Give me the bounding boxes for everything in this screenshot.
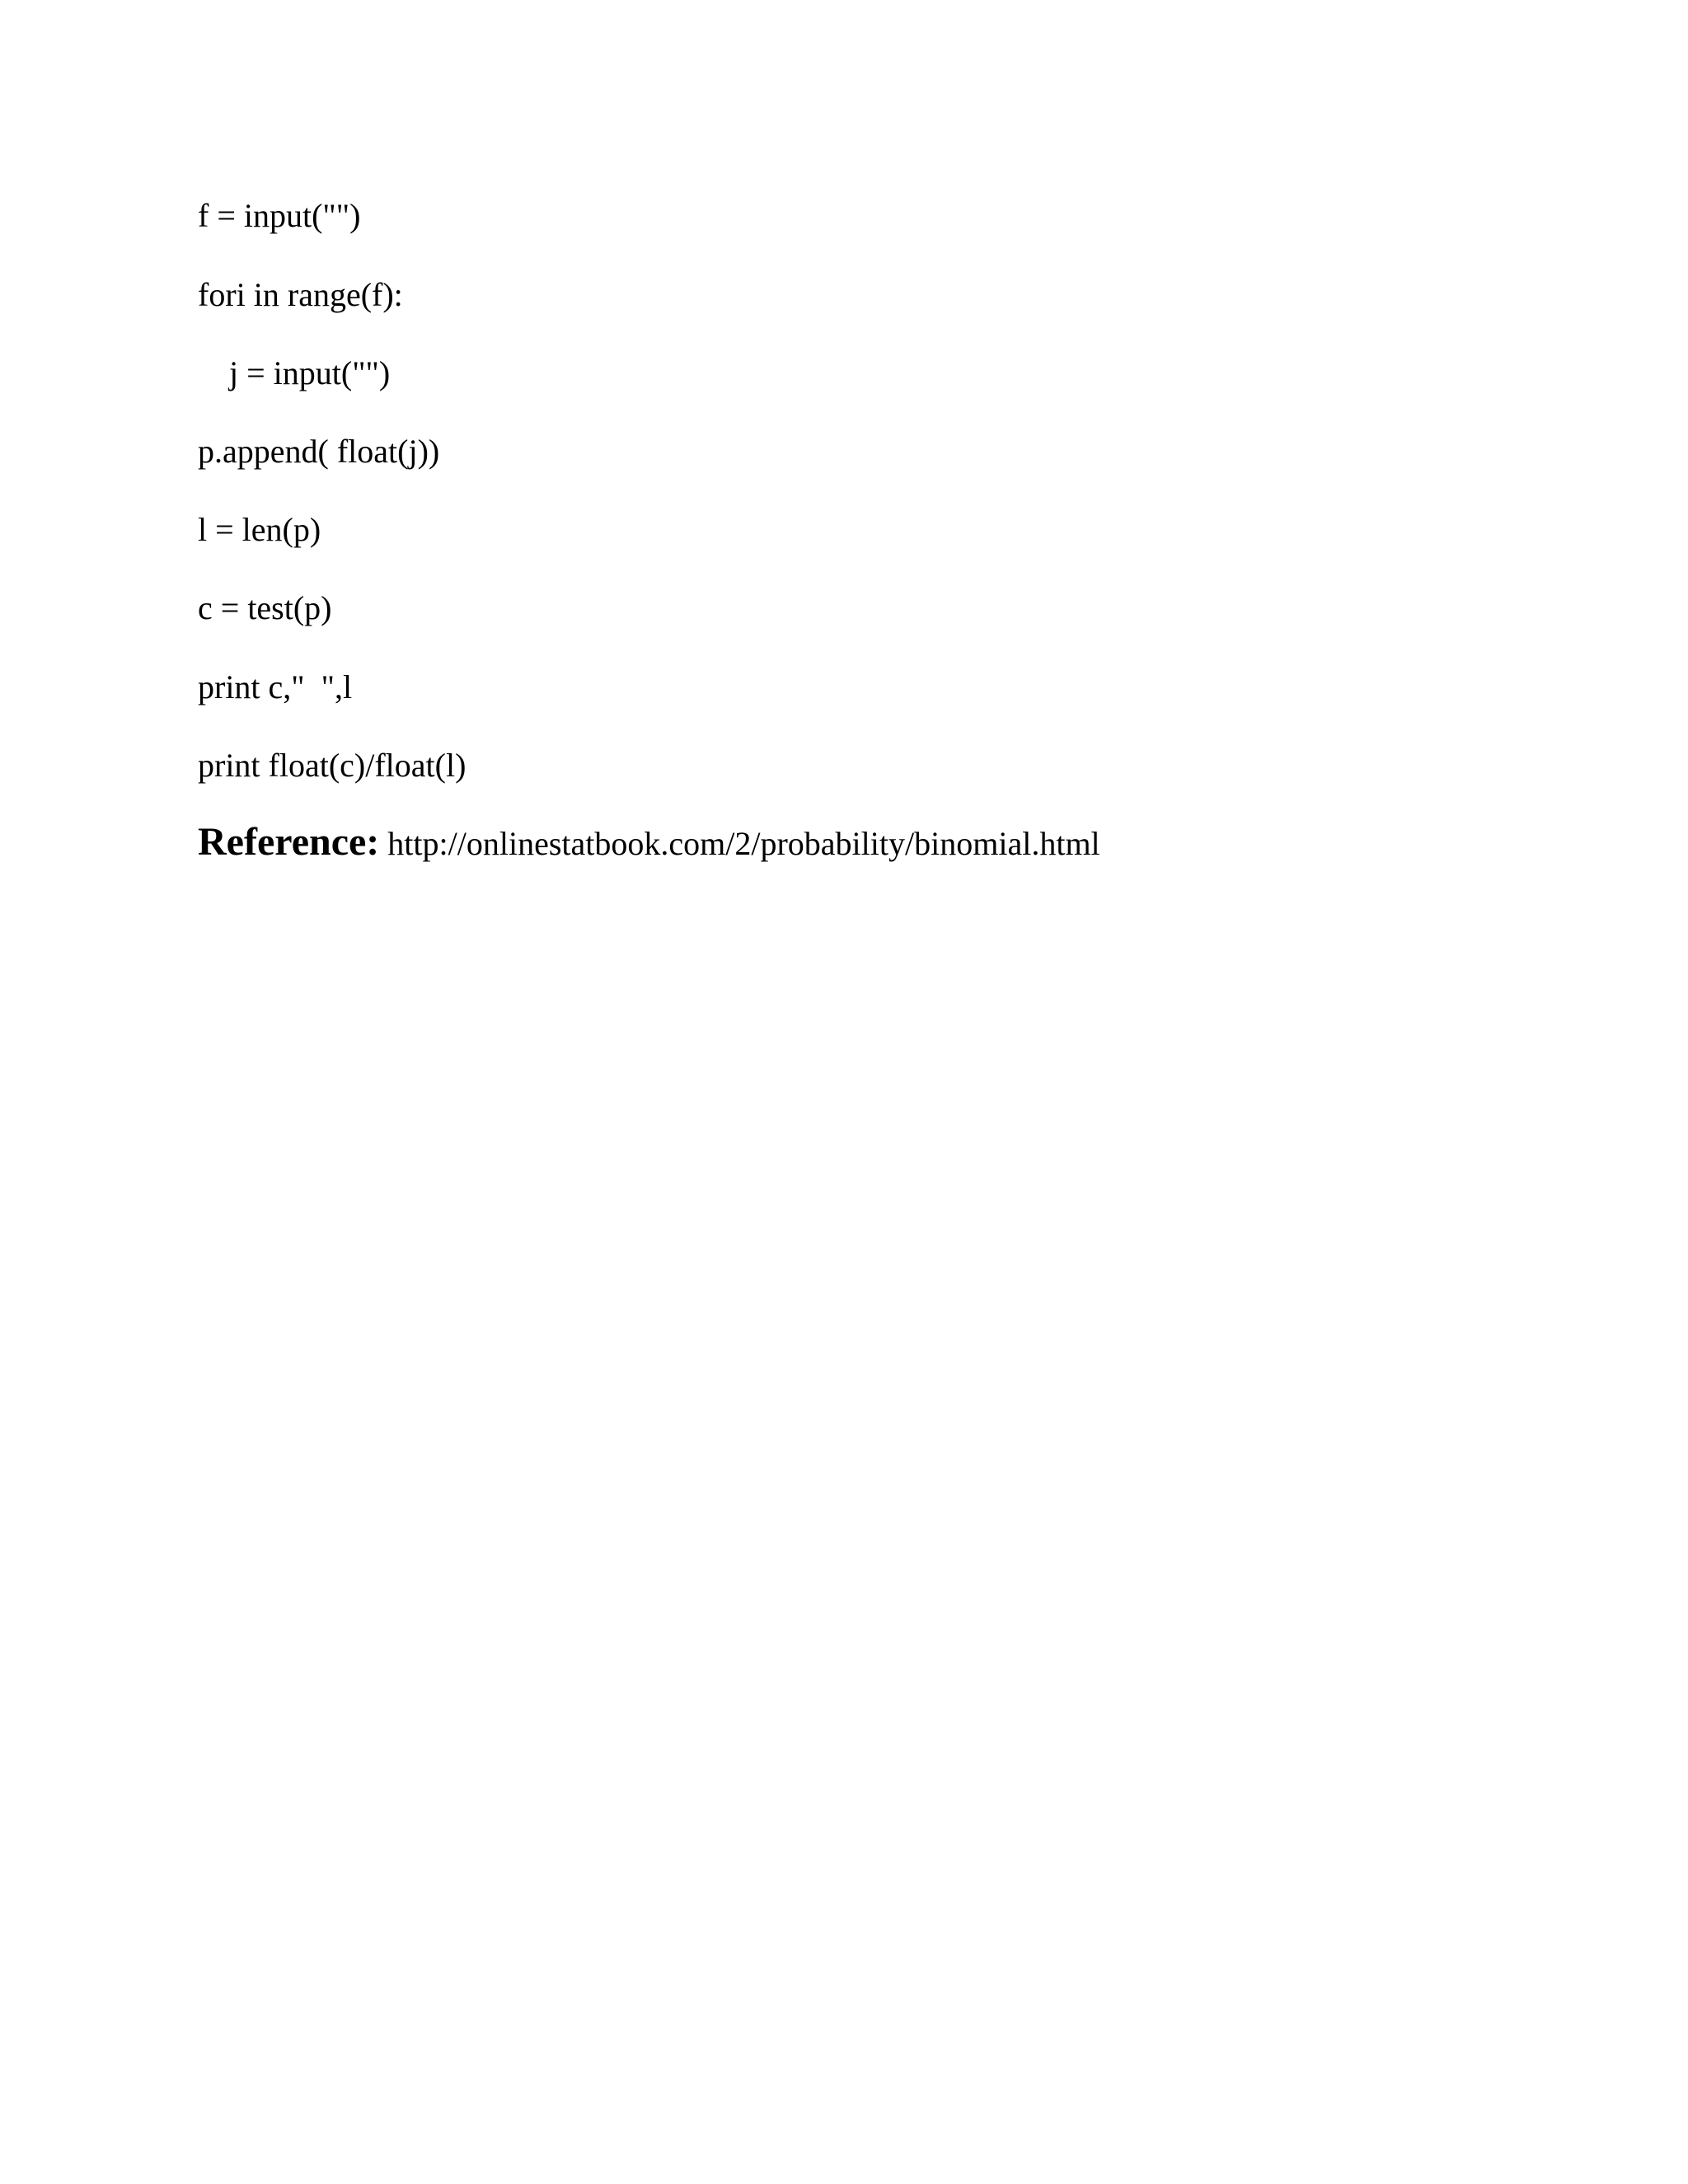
reference-label: Reference: [198, 820, 380, 864]
code-line: fori in range(f): [198, 276, 403, 313]
code-line: p.append( float(j)) [198, 433, 440, 470]
code-line: print float(c)/float(l) [198, 747, 467, 784]
reference-url[interactable]: http://onlinestatbook.com/2/probability/binomial.html [387, 825, 1100, 862]
code-line: print c," ",l [198, 668, 353, 705]
code-line: c = test(p) [198, 589, 332, 626]
reference-line [198, 820, 1100, 864]
code-line: f = input("") [198, 197, 361, 234]
code-line: j = input("") [229, 354, 391, 391]
code-line: l = len(p) [198, 511, 321, 548]
